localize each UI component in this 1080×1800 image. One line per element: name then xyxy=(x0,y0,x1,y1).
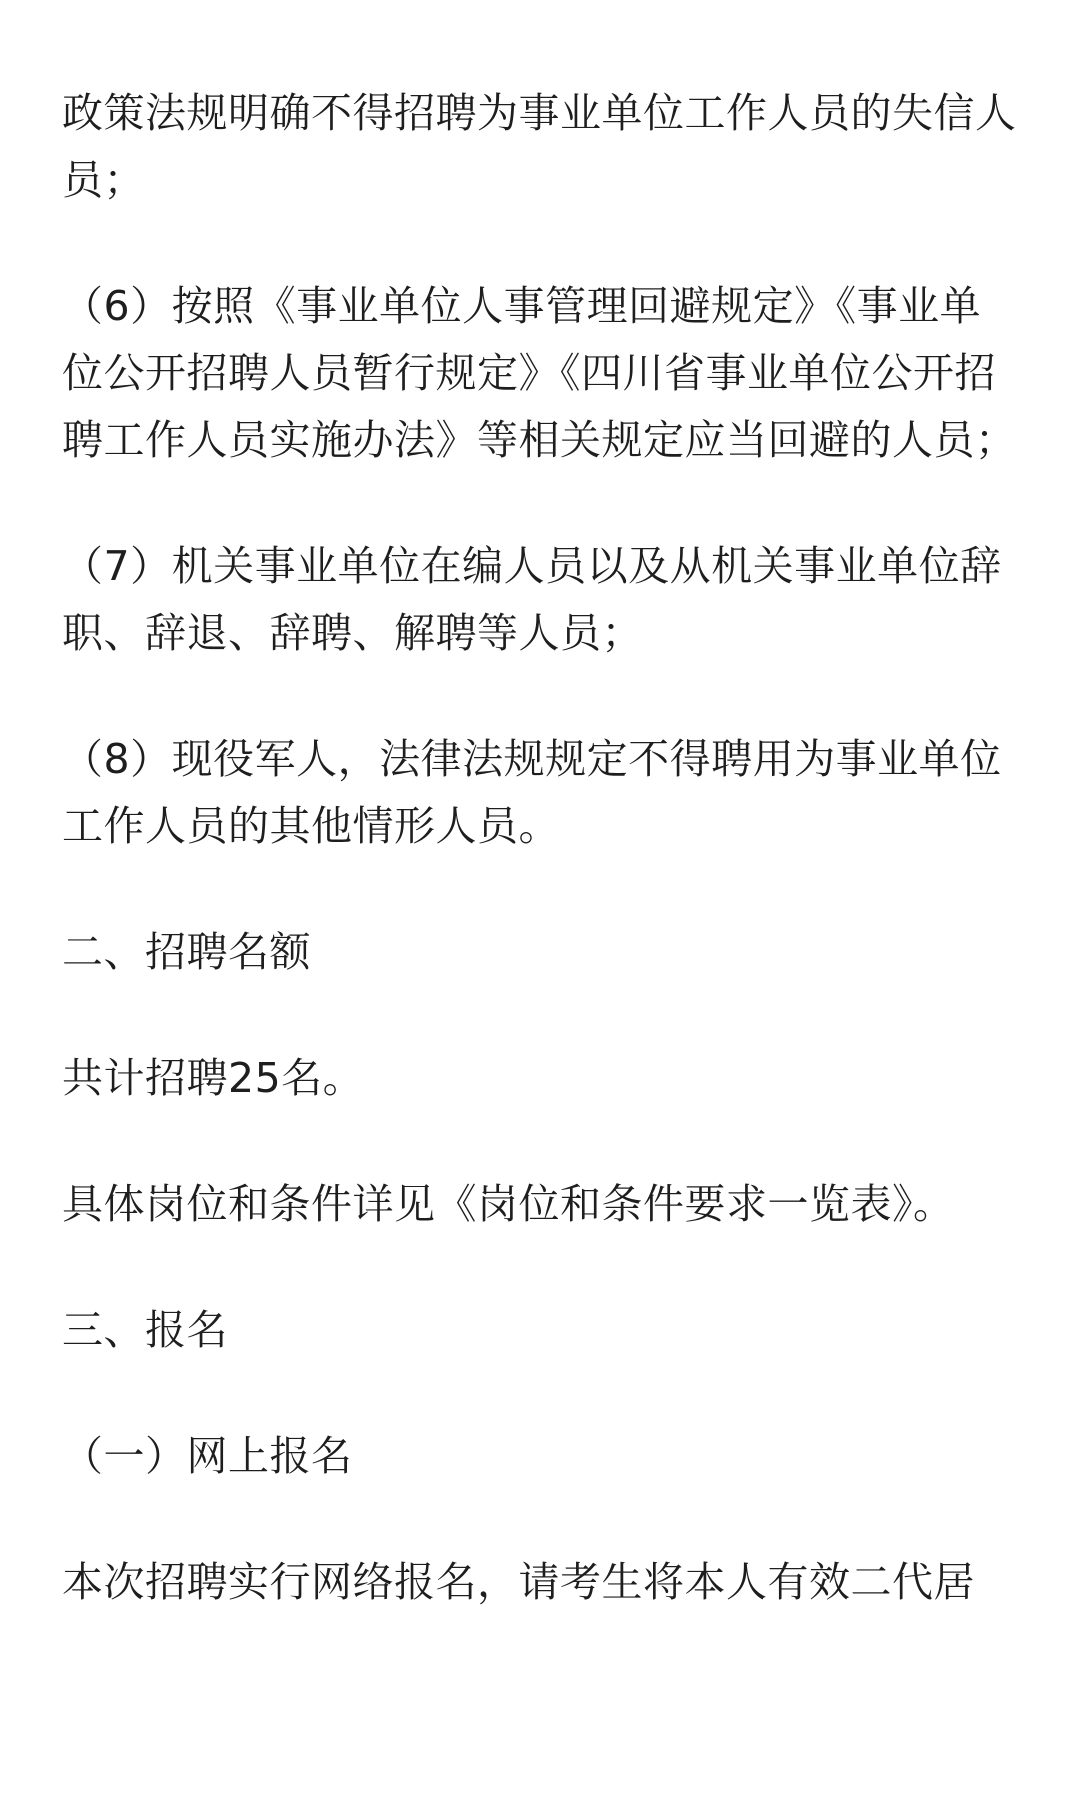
paragraph-item-6-recusal: （6）按照《事业单位人事管理回避规定》《事业单位公开招聘人员暂行规定》《四川省事业单位公开招聘工作人员实施办法》等相关规定应当回避的人员； xyxy=(62,282,1017,464)
section-heading-registration: 三、报名 xyxy=(62,1306,228,1354)
paragraph-item-8-military: （8）现役军人，法律法规规定不得聘用为事业单位工作人员的其他情形人员。 xyxy=(62,735,1002,850)
subsection-heading-online-registration: （一）网上报名 xyxy=(62,1432,353,1480)
paragraph-position-details: 具体岗位和条件详见《岗位和条件要求一览表》。 xyxy=(62,1180,955,1228)
paragraph-total-quota: 共计招聘25名。 xyxy=(62,1054,365,1102)
section-heading-quota: 二、招聘名额 xyxy=(62,928,311,976)
paragraph-item-7-staff: （7）机关事业单位在编人员以及从机关事业单位辞职、辞退、辞聘、解聘等人员； xyxy=(62,542,1002,657)
article-body xyxy=(62,80,1022,1675)
paragraph-disqualified-credit: 政策法规明确不得招聘为事业单位工作人员的失信人员； xyxy=(62,89,1017,204)
paragraph-online-registration-info: 本次招聘实行网络报名，请考生将本人有效二代居 xyxy=(62,1558,975,1606)
